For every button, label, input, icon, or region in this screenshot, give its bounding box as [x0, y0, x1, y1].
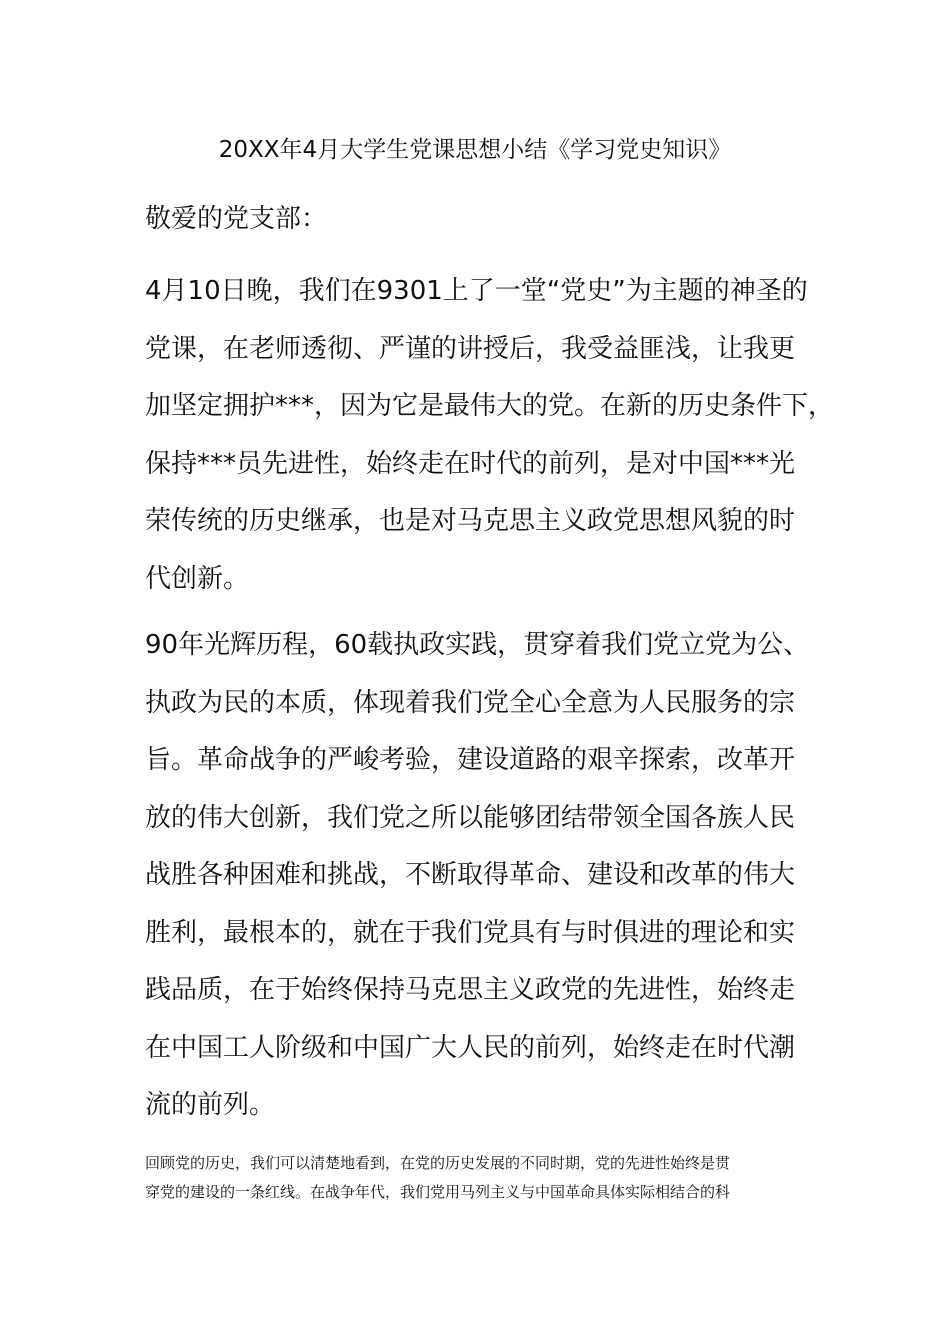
paragraph-line: 践品质，在于始终保持马克思主义政党的先进性，始终走 [145, 975, 796, 1005]
paragraph-line: 放的伟大创新，我们党之所以能够团结带领全国各族人民 [145, 802, 796, 833]
paragraph-line: 流的前列。 [145, 1090, 276, 1120]
salutation: 敬爱的党支部： [145, 204, 328, 234]
paragraph-line: 在中国工人阶级和中国广大人民的前列，始终走在时代潮 [145, 1032, 796, 1063]
document-title: 20XX年4月大学生党课思想小结《学习党史知识》 [218, 137, 732, 163]
paragraph-line: 穿党的建设的一条红线。在战争年代，我们党用马列主义与中国革命具体实际相结合的科 [145, 1183, 731, 1201]
paragraph-line: 4月10日晚，我们在9301上了一堂“党史”为主题的神圣的 [145, 276, 808, 306]
paragraph-line: 加坚定拥护***，因为它是最伟大的党。在新的历史条件下， [145, 391, 835, 421]
paragraph-line: 90年光辉历程，60载执政实践，贯穿着我们党立党为公、 [145, 630, 810, 660]
paragraph-line: 荣传统的历史继承，也是对马克思主义政党思想风貌的时 [145, 506, 796, 536]
paragraph-line: 回顾党的历史，我们可以清楚地看到，在党的历史发展的不同时期，党的先进性始终是贯 [145, 1154, 731, 1172]
paragraph-3 [145, 1149, 825, 1207]
paragraph-line: 党课，在老师透彻、严谨的讲授后，我受益匪浅，让我更 [145, 333, 796, 364]
paragraph-line: 胜利，最根本的，就在于我们党具有与时俱进的理论和实 [145, 917, 796, 948]
paragraph-line: 战胜各种困难和挑战，不断取得革命、建设和改革的伟大 [145, 860, 796, 890]
paragraph-line: 旨。革命战争的严峻考验，建设道路的艰辛探索，改革开 [145, 745, 796, 775]
paragraph-2 [145, 617, 835, 1135]
paragraph-line: 保持***员先进性，始终走在时代的前列，是对中国***光 [145, 448, 796, 479]
paragraph-line: 执政为民的本质，体现着我们党全心全意为人民服务的宗 [145, 687, 796, 718]
paragraph-1 [145, 263, 835, 608]
paragraph-line: 代创新。 [145, 563, 250, 594]
